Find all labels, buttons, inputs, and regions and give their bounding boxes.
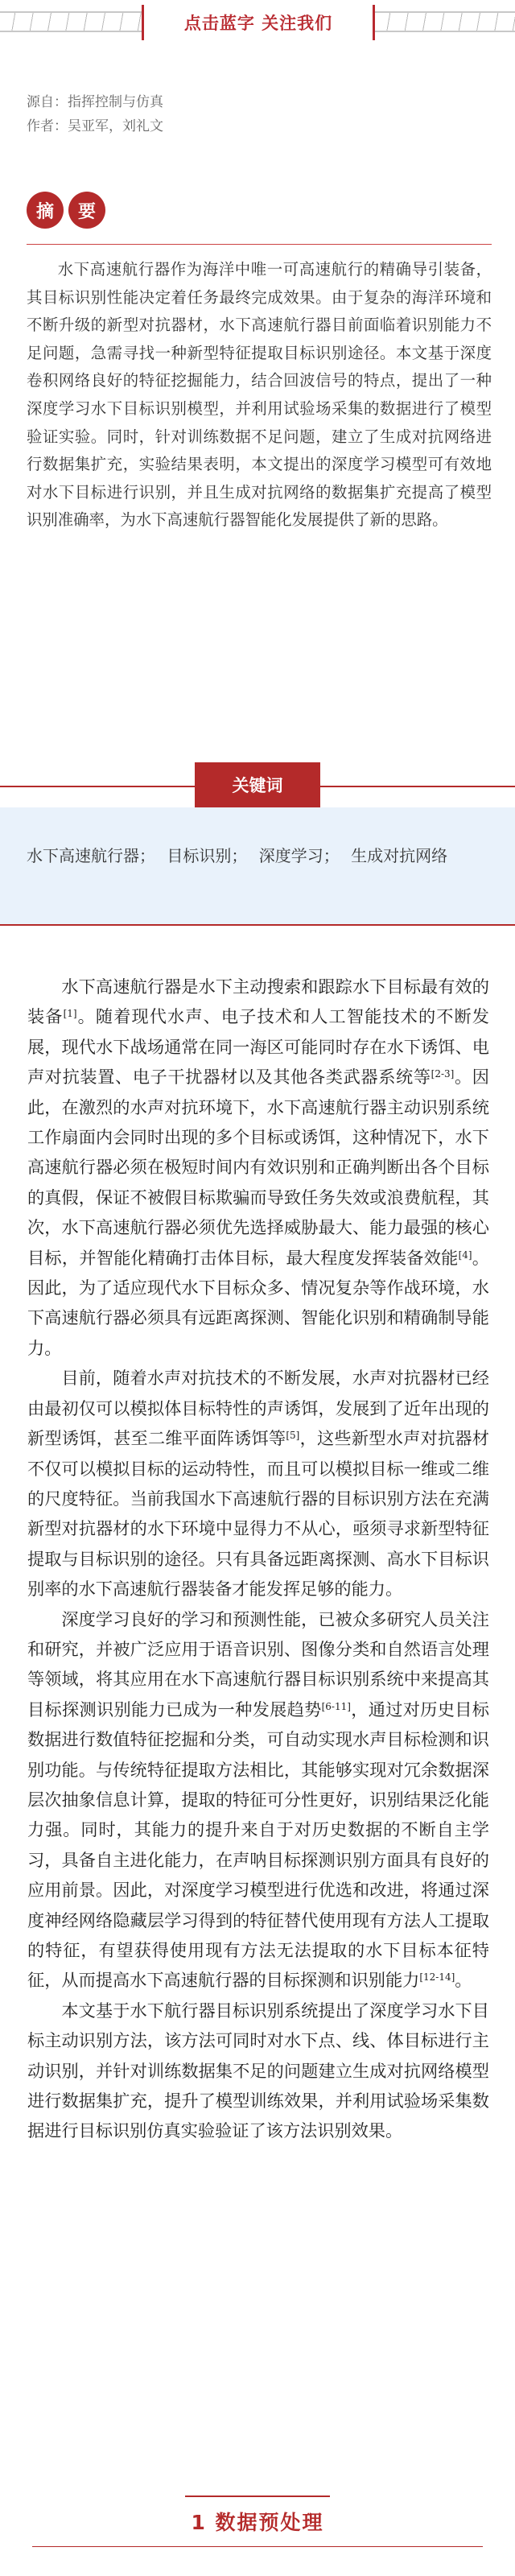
citation-ref: [6-11] [321, 1700, 351, 1712]
abstract-text: 水下高速航行器作为海洋中唯一可高速航行的精确导引装备，其目标识别性能决定着任务最终完成效果。由于复杂的海洋环境和不断升级的新型对抗器材，水下高速航行器目前面临着识别能力不足问题，急需寻找一种新型特征提取目标识别途径。本文基于深度卷积网络良好的特征挖掘能力，结合回波信号的特点，提出了一种深度学习水下目标识别模型，并利用试验场采集的数据进行了模型验证实验。同时，针对训练数据不足问题，建立了生成对抗网络进行数据集扩充，实验结果表明，本文提出的深度学习模型可有效地对水下目标进行识别，并且生成对抗网络的数据集扩充提高了模型识别准确率，为水下高速航行器智能化发展提供了新的思路。 [27, 260, 492, 530]
body-text-run: ，这些新型水声对抗器材不仅可以模拟目标的运动特性，而且可以模拟目标一维或二维的尺度特征。当前我国水下高速航行器的目标识别方法在充满新型对抗器材的水下环境中显得力不从心，亟须寻求新型特征提取与目标识别的途径。只有具备远距离探测、高水下目标识别率的水下高速航行器装备才能发挥足够的能力。 [27, 1428, 489, 1600]
citation-ref: [1] [63, 1008, 77, 1020]
keywords-label: 关键词 [195, 762, 320, 807]
source-value: 指挥控制与仿真 [68, 94, 163, 110]
body-text-run: 本文基于水下航行器目标识别系统提出了深度学习水下目标主动识别方法，该方法可同时对水下点、线、体目标进行主动识别，并针对训练数据集不足的问题建立生成对抗网络模型进行数据集扩充，提升了模型训练效果，并利用试验场采集数据进行目标识别仿真实验验证了该方法识别效果。 [27, 2000, 489, 2141]
source-label: 源自： [27, 94, 68, 110]
abstract-heading-char-2: 要 [68, 192, 105, 229]
source-row [27, 90, 163, 114]
body-text-run: 。因此，在激烈的水声对抗环境下，水下高速航行器主动识别系统工作扇面内会同时出现的多个目标或诱饵，这种情况下，水下高速航行器必须在极短时间内有效识别和正确判断出各个目标的真假，保证不被假目标欺骗而导致任务失效或浪费航程，其次，水下高速航行器必须优先选择威胁最大、能力最强的核心目标，并智能化精确打击体目标，最大程度发挥装备效能 [27, 1067, 489, 1268]
body-text-run: 深度学习良好的学习和预测性能，已被众多研究人员关注和研究，并被广泛应用于语音识别、图像分类和自然语言处理等领域，将其应用在水下高速航行器目标识别系统中来提高其目标探测识别能力已成为一种发展趋势 [27, 1608, 489, 1719]
citation-ref: [4] [458, 1249, 472, 1261]
body-text-run: 水下高速航行器是水下主动搜索和跟踪水下目标最有效的装备 [27, 976, 489, 1027]
citation-ref: [5] [286, 1430, 300, 1442]
abstract-heading-char-1: 摘 [27, 192, 64, 229]
keyword-item: 深度学习； [258, 846, 340, 865]
author-row [27, 114, 163, 138]
banner-title: 点击蓝字 关注我们 [183, 14, 333, 33]
keyword-item: 水下高速航行器； [27, 846, 155, 865]
abstract-divider [27, 244, 492, 245]
body-text-run: ，通过对历史目标数据进行数值特征挖掘和分类，可自动实现水声目标检测和识别功能。与传统特征提取方法相比，其能够实现对冗余数据深层次抽象信息计算，提取的特征可分性更好，识别结果泛化能力强。同时，其能力的提升来自于对历史数据的不断自主学习，具备自主进化能力，在声呐目标探测识别方面具有良好的应用前景。因此，对深度学习模型进行优选和改进，将通过深度神经网络隐藏层学习得到的特征替代使用现有方法人工提取的特征，有望获得使用现有方法无法提取的水下目标本征特征，从而提高水下高速航行器的目标探测和识别能力 [27, 1699, 489, 1991]
body-text-run: 。随着现代水声、电子技术和人工智能技术的不断发展，现代水下战场通常在同一海区可能同时存在水下诱饵、电声对抗装置、电子干扰器材以及其他各类武器系统等 [27, 1006, 489, 1088]
article-meta [27, 90, 163, 138]
follow-us-banner[interactable] [142, 5, 375, 40]
author-value: 吴亚军，刘礼文 [68, 118, 163, 134]
article-body [27, 972, 489, 2146]
abstract-heading [27, 192, 105, 229]
author-label: 作者： [27, 118, 68, 134]
body-text-run: 。 [455, 1970, 472, 1991]
body-paragraph [27, 1996, 489, 2146]
section-heading: 1 数据预处理 [191, 2511, 324, 2534]
body-paragraph [27, 972, 489, 1363]
barbed-wire-decoration-left [0, 11, 142, 32]
body-paragraph [27, 1363, 489, 1604]
citation-ref: [12-14] [419, 1971, 455, 1984]
barbed-wire-decoration-right [375, 11, 515, 32]
citation-ref: [2-3] [431, 1068, 455, 1080]
body-text-run: 目前，随着水声对抗技术的不断发展，水声对抗器材已经由最初仅可以模拟体目标特性的声诱饵，发展到了近年出现的新型诱饵，甚至二维平面阵诱饵等 [27, 1368, 489, 1449]
top-banner [0, 0, 515, 50]
body-paragraph [27, 1604, 489, 1996]
section-divider-bottom [32, 2546, 483, 2547]
keywords-box [0, 807, 515, 924]
keyword-item: 目标识别； [167, 846, 248, 865]
section-divider-top [185, 2496, 330, 2497]
keywords-divider-bottom [0, 924, 515, 926]
body-text-run: 。因此，为了适应现代水下目标众多、情况复杂等作战环境，水下高速航行器必须具有远距离探测、智能化识别和精确制导能力。 [27, 1247, 489, 1358]
keyword-item: 生成对抗网络 [351, 846, 448, 865]
